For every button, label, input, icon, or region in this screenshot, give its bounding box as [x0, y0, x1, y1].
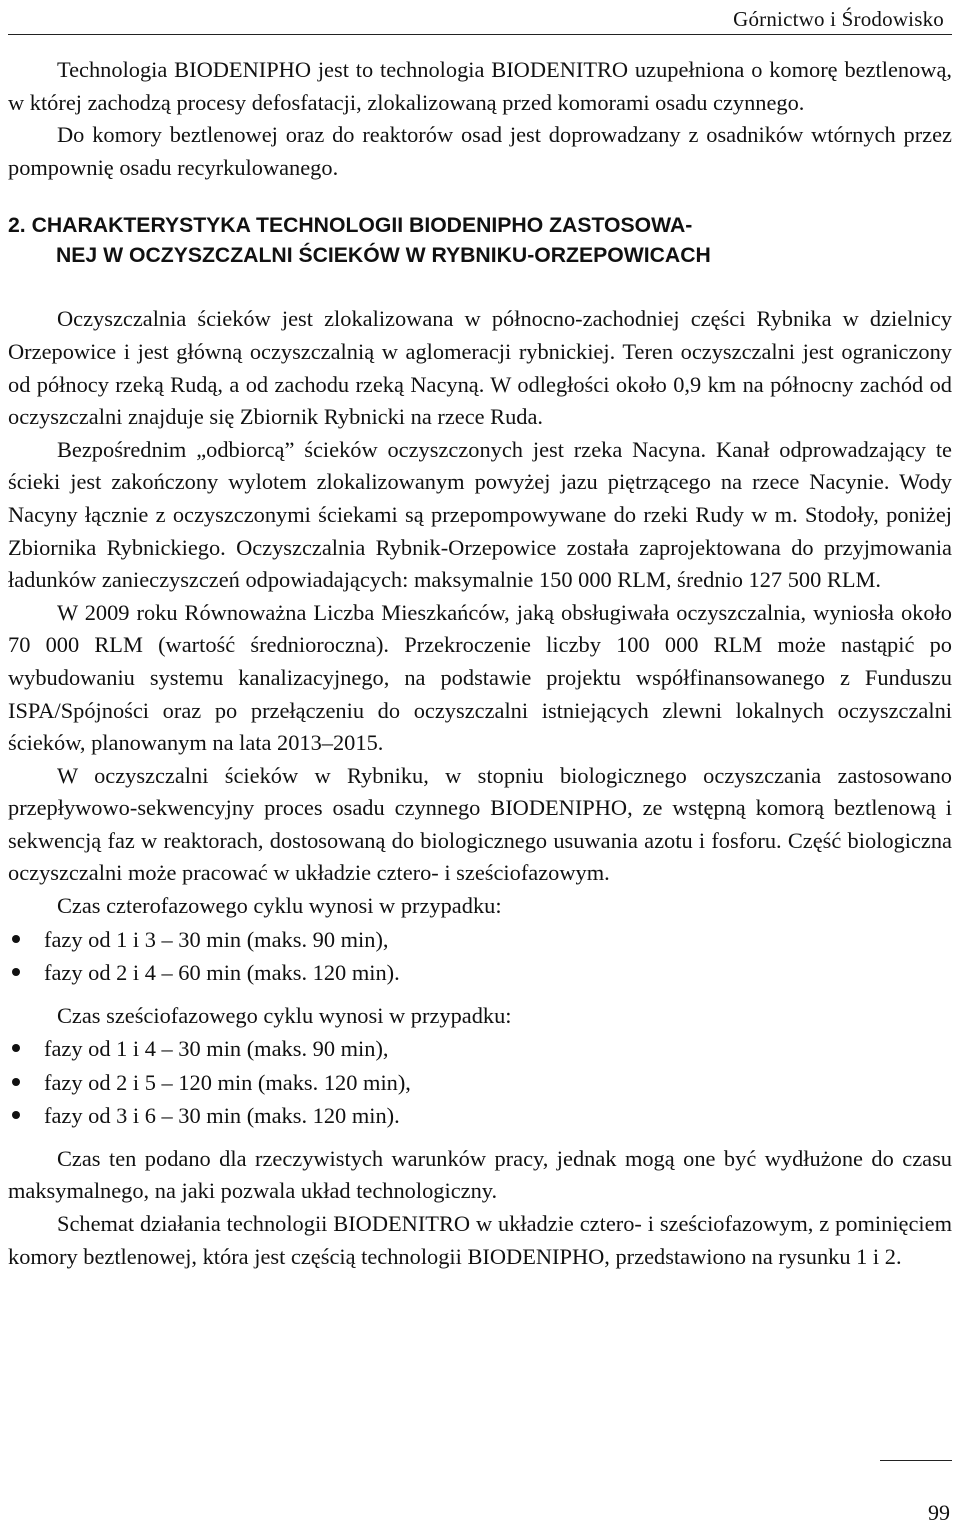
six-phase-list	[8, 1032, 952, 1133]
intro-paragraph-1: Technologia BIODENIPHO jest to technologia BIODENITRO uzupełniona o komorę beztlenową, w której zachodzą procesy defosfatacji, zlokalizowaną przed komorami osadu czynnego.	[8, 57, 952, 115]
bullet-icon	[12, 1044, 20, 1052]
six-phase-lead: Czas sześciofazowego cyklu wynosi w przypadku:	[57, 1002, 512, 1028]
list-item	[8, 1066, 952, 1100]
list-item	[8, 1032, 952, 1066]
list-item-text: fazy od 1 i 3 – 30 min (maks. 90 min),	[44, 926, 389, 952]
bullet-icon	[12, 1111, 20, 1119]
list-item-text: fazy od 2 i 4 – 60 min (maks. 120 min).	[44, 960, 400, 986]
running-header	[8, 4, 952, 35]
list-item	[8, 923, 952, 957]
section-title-line1: CHARAKTERYSTYKA TECHNOLOGII BIODENIPHO ZASTOSOWA-	[31, 214, 693, 238]
list-item	[8, 956, 952, 990]
four-phase-lead: Czas czterofazowego cyklu wynosi w przypadku:	[57, 893, 502, 919]
bullet-icon	[12, 1078, 20, 1086]
closing-paragraph-1: Czas ten podano dla rzeczywistych warunków pracy, jednak mogą one być wydłużone do czasu maksymalnego, na jaki pozwala układ technologiczny.	[8, 1145, 952, 1204]
spacer	[8, 1133, 952, 1143]
section-heading	[8, 211, 952, 271]
list-item-text: fazy od 1 i 4 – 30 min (maks. 90 min),	[44, 1036, 389, 1062]
section-number: 2.	[8, 214, 26, 238]
paragraph-process: W oczyszczalni ścieków w Rybniku, w stopniu biologicznego oczyszczania zastosowano przepływowo-sekwencyjny proces osadu czynnego BIODENIPHO, ze wstępną komorą beztlenową i sekwencją faz w reaktorach, dostosowaną do biologicznego usuwania azotu i fosforu. Część biologiczna oczyszczalni może pracować w układzie cztero- i sześciofazowym.	[8, 762, 952, 886]
intro-paragraph-2: Do komory beztlenowej oraz do reaktorów osad jest doprowadzany z osadników wtórnych przez pompownię osadu recyrkulowanego.	[8, 122, 952, 180]
paragraph-receiver: Bezpośrednim „odbiorcą” ścieków oczyszczonych jest rzeka Nacyna. Kanał odprowadzający te ścieki jest zakończony wylotem zlokalizowanym powyżej jazu piętrzącego na rzece Nacynie. Wody Nacyny łącznie z oczyszczonymi ściekami są przepompowywane do rzeki Rudy w m. Stodoły, poniżej Zbiornika Rybnickiego. Oczyszczalnia Rybnik-Orzepowice została zaprojektowana do przyjmowania ładunków zanieczyszczeń odpowiadających: maksymalnie 150 000 RLM, średnio 127 500 RLM.	[8, 436, 952, 593]
bullet-icon	[12, 935, 20, 943]
list-item	[8, 1099, 952, 1133]
list-item-text: fazy od 3 i 6 – 30 min (maks. 120 min).	[44, 1103, 400, 1129]
body-text	[8, 54, 952, 1273]
four-phase-list	[8, 923, 952, 990]
bullet-icon	[12, 968, 20, 976]
footer-rule	[880, 1460, 952, 1461]
paragraph-rlm: W 2009 roku Równoważna Liczba Mieszkańców, jaką obsługiwała oczyszczalnia, wyniosła około 70 000 RLM (wartość średnioroczna). Przekroczenie liczby 100 000 RLM może nastąpić po wybudowaniu systemu kanalizacyjnego, na podstawie projektu współfinansowanego z Funduszu ISPA/Spójności oraz po przełączeniu do oczyszczalni istniejących zlewni lokalnych oczyszczalni ścieków, planowanym na lata 2013–2015.	[8, 599, 952, 756]
paragraph-location: Oczyszczalnia ścieków jest zlokalizowana w północno-zachodniej części Rybnika w dzielnicy Orzepowice i jest główną oczyszczalnią w aglomeracji rybnickiej. Teren oczyszczalni jest ograniczony od północy rzeką Rudą, a od zachodu rzeką Nacyną. W odległości około 0,9 km na północny zachód od oczyszczalni znajduje się Zbiornik Rybnicki na rzece Ruda.	[8, 306, 952, 430]
running-title: Górnictwo i Środowisko	[733, 7, 944, 31]
page-number: 99	[928, 1500, 950, 1525]
list-item-text: fazy od 2 i 5 – 120 min (maks. 120 min),	[44, 1069, 411, 1095]
closing-paragraph-2: Schemat działania technologii BIODENITRO w układzie cztero- i sześciofazowym, z pominięciem komory beztlenowej, która jest częścią technologii BIODENIPHO, przedstawiono na rysunku 1 i 2.	[8, 1210, 952, 1269]
spacer	[8, 990, 952, 1000]
section-title-line2: NEJ W OCZYSZCZALNI ŚCIEKÓW W RYBNIKU-ORZEPOWICACH	[56, 244, 711, 268]
